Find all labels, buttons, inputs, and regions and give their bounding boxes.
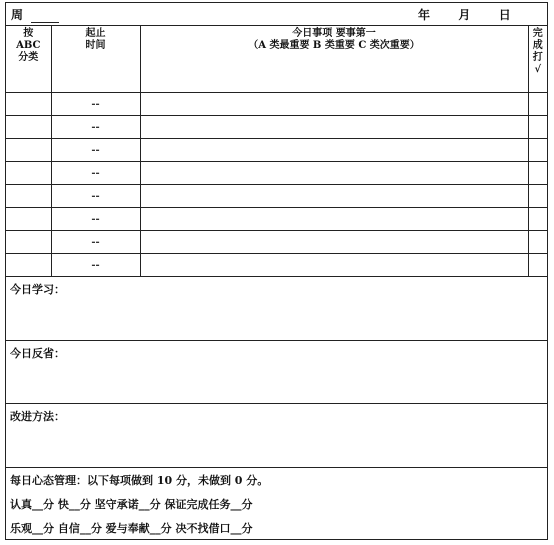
week-field bbox=[11, 6, 59, 23]
time-header-line: 时间 bbox=[85, 40, 106, 51]
table-row bbox=[6, 93, 547, 116]
mindset-score-line[interactable]: 乐观__分 自信__分 爱与奉献__分 决不找借口__分 bbox=[10, 522, 253, 535]
abc-header-line: 按 bbox=[23, 28, 34, 39]
table-row bbox=[6, 231, 547, 254]
task-header-line: （A 类最重要 B 类重要 C 类次重要） bbox=[248, 40, 420, 51]
improve-section[interactable] bbox=[6, 404, 547, 468]
done-column-header bbox=[528, 26, 547, 93]
table-row bbox=[6, 162, 547, 185]
task-cell[interactable] bbox=[140, 208, 528, 231]
improve-label: 改进方法： bbox=[10, 410, 65, 423]
time-cell[interactable]: -- bbox=[51, 93, 140, 116]
table-row bbox=[6, 116, 547, 139]
time-cell[interactable]: -- bbox=[51, 116, 140, 139]
abc-cell[interactable] bbox=[6, 139, 51, 162]
task-cell[interactable] bbox=[140, 162, 528, 185]
study-label: 今日学习： bbox=[10, 283, 65, 296]
abc-column-header bbox=[6, 26, 51, 93]
abc-cell[interactable] bbox=[6, 185, 51, 208]
done-cell[interactable] bbox=[528, 116, 547, 139]
task-column-header bbox=[140, 26, 528, 93]
abc-cell[interactable] bbox=[6, 93, 51, 116]
task-table-header bbox=[6, 26, 547, 93]
table-row bbox=[6, 139, 547, 162]
time-header-line: 起止 bbox=[85, 28, 106, 39]
reflect-label: 今日反省： bbox=[10, 347, 65, 360]
week-label: 周 bbox=[11, 8, 24, 22]
abc-header-line: 分类 bbox=[18, 52, 39, 63]
task-cell[interactable] bbox=[140, 116, 528, 139]
time-cell[interactable]: -- bbox=[51, 139, 140, 162]
abc-cell[interactable] bbox=[6, 208, 51, 231]
year-label: 年 bbox=[418, 8, 431, 22]
done-header-line: 打 bbox=[532, 52, 543, 63]
task-cell[interactable] bbox=[140, 185, 528, 208]
table-row bbox=[6, 208, 547, 231]
week-blank-line[interactable] bbox=[31, 12, 59, 23]
date-field bbox=[418, 6, 511, 23]
abc-cell[interactable] bbox=[6, 162, 51, 185]
task-cell[interactable] bbox=[140, 139, 528, 162]
mindset-section bbox=[6, 468, 547, 544]
time-cell[interactable]: -- bbox=[51, 208, 140, 231]
done-cell[interactable] bbox=[528, 231, 547, 254]
done-cell[interactable] bbox=[528, 185, 547, 208]
table-row bbox=[6, 254, 547, 277]
abc-cell[interactable] bbox=[6, 254, 51, 277]
mindset-intro: 每日心态管理：以下每项做到 10 分，未做到 0 分。 bbox=[10, 474, 269, 487]
day-label: 日 bbox=[498, 8, 511, 22]
done-cell[interactable] bbox=[528, 254, 547, 277]
abc-cell[interactable] bbox=[6, 231, 51, 254]
task-header-line: 今日事项 要事第一 bbox=[292, 28, 376, 39]
time-cell[interactable]: -- bbox=[51, 162, 140, 185]
time-cell[interactable]: -- bbox=[51, 254, 140, 277]
time-cell[interactable]: -- bbox=[51, 231, 140, 254]
study-section[interactable] bbox=[6, 277, 547, 341]
task-cell[interactable] bbox=[140, 93, 528, 116]
done-header-line: √ bbox=[534, 64, 542, 75]
task-cell[interactable] bbox=[140, 254, 528, 277]
abc-cell[interactable] bbox=[6, 116, 51, 139]
sheet-header bbox=[6, 3, 547, 26]
mindset-score-line[interactable]: 认真__分 快__分 坚守承诺__分 保证完成任务__分 bbox=[10, 498, 253, 511]
time-column-header bbox=[51, 26, 140, 93]
done-header-line: 完 bbox=[532, 28, 543, 39]
time-cell[interactable]: -- bbox=[51, 185, 140, 208]
task-table bbox=[6, 26, 547, 277]
done-cell[interactable] bbox=[528, 162, 547, 185]
reflect-section[interactable] bbox=[6, 341, 547, 404]
done-cell[interactable] bbox=[528, 93, 547, 116]
table-row bbox=[6, 185, 547, 208]
task-cell[interactable] bbox=[140, 231, 528, 254]
month-label: 月 bbox=[458, 8, 471, 22]
abc-header-line: ABC bbox=[16, 40, 41, 51]
done-header-line: 成 bbox=[532, 40, 543, 51]
done-cell[interactable] bbox=[528, 139, 547, 162]
daily-plan-sheet bbox=[5, 2, 548, 540]
done-cell[interactable] bbox=[528, 208, 547, 231]
